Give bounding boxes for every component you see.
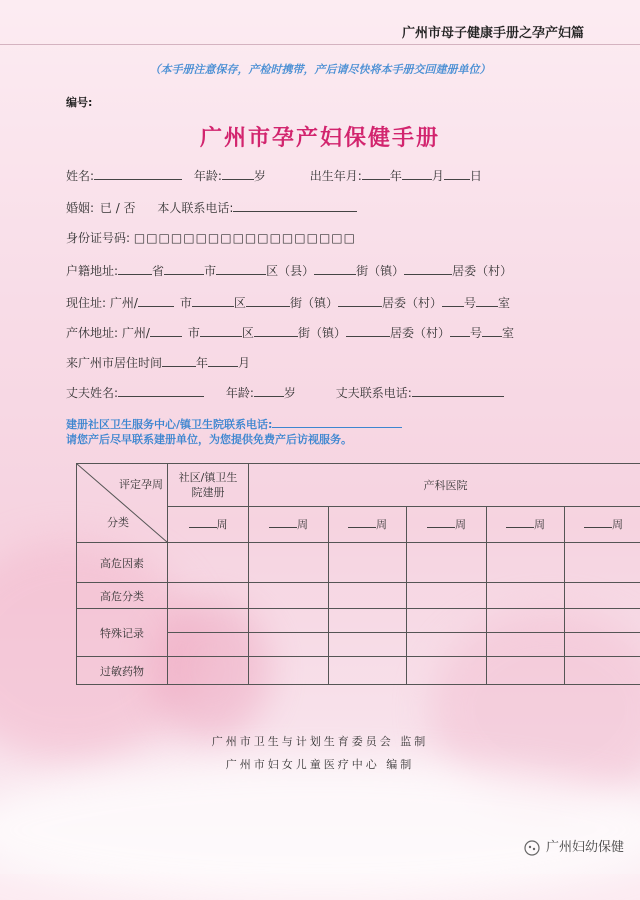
postpartum-street-field[interactable]: [254, 324, 298, 337]
table-cell[interactable]: [565, 583, 640, 609]
corner-label-category: 分类: [107, 514, 129, 530]
keep-notice: （本手册注意保存，产检时携带，产后请尽快将本手册交回建册单位）: [0, 61, 640, 77]
table-cell[interactable]: [168, 583, 249, 609]
table-cell[interactable]: [168, 657, 249, 685]
postpartum-number-field[interactable]: [450, 324, 470, 337]
street-unit: 街（镇）: [290, 296, 338, 310]
table-cell[interactable]: [168, 609, 249, 633]
row-marriage-phone: [66, 199, 357, 216]
week-cell[interactable]: 周: [168, 506, 249, 542]
table-cell[interactable]: [249, 543, 329, 583]
residence-months-field[interactable]: [208, 354, 238, 367]
district-unit: 区: [242, 326, 254, 340]
month-unit: 月: [238, 356, 250, 370]
age-label: 年龄:: [194, 169, 222, 183]
city-unit: 市: [188, 326, 200, 340]
table-cell[interactable]: [407, 583, 487, 609]
hukou-city-field[interactable]: [164, 262, 204, 275]
year-unit: 年: [390, 169, 402, 183]
residence-time-label: 来广州市居住时间: [66, 356, 162, 370]
row-current-address: [66, 294, 510, 311]
table-cell[interactable]: [487, 657, 565, 685]
name-field[interactable]: [94, 167, 182, 180]
row-postpartum-address: [66, 324, 514, 341]
hospital-header: 产科医院: [249, 464, 640, 507]
husband-age-label: 年龄:: [226, 386, 254, 400]
week-cell[interactable]: 周: [487, 506, 565, 542]
year-unit: 年: [196, 356, 208, 370]
age-unit: 岁: [284, 386, 296, 400]
birth-year-field[interactable]: [362, 167, 390, 180]
table-cell[interactable]: [168, 633, 249, 657]
hukou-district-field[interactable]: [216, 262, 266, 275]
postpartum-district-field[interactable]: [200, 324, 242, 337]
community-phone-line: [66, 416, 402, 432]
table-cell[interactable]: [565, 543, 640, 583]
table-cell[interactable]: [487, 609, 565, 633]
table-cell[interactable]: [565, 609, 640, 633]
brand-watermark: [524, 836, 624, 856]
table-row: [77, 609, 640, 633]
postpartum-city-field[interactable]: [150, 324, 182, 337]
birth-month-field[interactable]: [402, 167, 432, 180]
wechat-icon: [524, 840, 540, 856]
hukou-street-field[interactable]: [314, 262, 356, 275]
table-cell[interactable]: [249, 633, 329, 657]
number-unit: 号: [464, 296, 476, 310]
table-cell[interactable]: [407, 657, 487, 685]
table-cell[interactable]: [329, 543, 407, 583]
table-cell[interactable]: [487, 583, 565, 609]
city-unit: 市: [204, 264, 216, 278]
husband-name-field[interactable]: [118, 384, 204, 397]
editor-credit: 广州市妇女儿童医疗中心 编制: [0, 756, 640, 772]
id-label: 身份证号码:: [66, 231, 130, 245]
current-address-label: 现住址: 广州/: [66, 296, 138, 310]
birth-label: 出生年月:: [310, 169, 362, 183]
room-unit: 室: [502, 326, 514, 340]
community-phone-field[interactable]: [272, 416, 402, 428]
postpartum-room-field[interactable]: [482, 324, 502, 337]
marriage-options[interactable]: 已 / 否: [100, 201, 136, 215]
week-cell[interactable]: 周: [329, 506, 407, 542]
residence-years-field[interactable]: [162, 354, 196, 367]
phone-label: 本人联系电话:: [157, 201, 233, 215]
supervisor-credit: 广州市卫生与计划生育委员会 监制: [0, 733, 640, 749]
row-husband: [66, 384, 504, 401]
table-row: [77, 583, 640, 609]
week-cell[interactable]: 周: [407, 506, 487, 542]
age-unit: 岁: [254, 169, 266, 183]
city-unit: 市: [180, 296, 192, 310]
husband-age-field[interactable]: [254, 384, 284, 397]
hukou-province-field[interactable]: [118, 262, 152, 275]
table-corner-cell: [77, 464, 168, 543]
postpartum-visit-notice: 请您产后尽早联系建册单位，为您提供免费产后访视服务。: [66, 431, 352, 447]
number-unit: 号: [470, 326, 482, 340]
table-cell[interactable]: [487, 543, 565, 583]
header-title: 广州市母子健康手册之孕产妇篇: [402, 22, 584, 41]
name-label: 姓名:: [66, 169, 94, 183]
room-unit: 室: [498, 296, 510, 310]
committee-unit: 居委（村）: [390, 326, 450, 340]
postpartum-committee-field[interactable]: [346, 324, 390, 337]
table-cell[interactable]: [329, 657, 407, 685]
day-unit: 日: [470, 169, 482, 183]
husband-name-label: 丈夫姓名:: [66, 386, 118, 400]
header-divider: [0, 44, 640, 45]
row-label-allergy-drugs: 过敏药物: [77, 657, 168, 685]
table-cell[interactable]: [168, 543, 249, 583]
table-cell[interactable]: [487, 633, 565, 657]
brand-name: 广州妇幼保健: [546, 840, 624, 855]
week-cell[interactable]: 周: [565, 506, 640, 542]
current-committee-field[interactable]: [338, 294, 382, 307]
husband-phone-field[interactable]: [412, 384, 504, 397]
district-unit: 区（县）: [266, 264, 314, 278]
table-cell[interactable]: [565, 633, 640, 657]
husband-phone-label: 丈夫联系电话:: [336, 386, 412, 400]
street-unit: 街（镇）: [356, 264, 404, 278]
phone-field[interactable]: [233, 199, 357, 212]
cloud-decoration: [0, 760, 640, 900]
birth-day-field[interactable]: [444, 167, 470, 180]
table-row: [77, 543, 640, 583]
community-header: 社区/镇卫生院建册: [168, 464, 249, 507]
week-cell[interactable]: 周: [249, 506, 329, 542]
row-name-age-birth: [66, 167, 482, 184]
row-label-risk-class: 高危分类: [77, 583, 168, 609]
table-cell[interactable]: [565, 657, 640, 685]
province-unit: 省: [152, 264, 164, 278]
table-cell[interactable]: [329, 583, 407, 609]
marriage-label: 婚姻:: [66, 201, 94, 215]
hukou-committee-field[interactable]: [404, 262, 452, 275]
month-unit: 月: [432, 169, 444, 183]
row-label-risk-factors: 高危因素: [77, 543, 168, 583]
current-street-field[interactable]: [246, 294, 290, 307]
row-hukou-address: [66, 262, 512, 279]
committee-unit: 居委（村）: [452, 264, 512, 278]
table-cell[interactable]: [249, 583, 329, 609]
serial-number-label: 编号:: [66, 94, 92, 110]
current-district-field[interactable]: [192, 294, 234, 307]
current-city-field[interactable]: [138, 294, 174, 307]
current-room-field[interactable]: [476, 294, 498, 307]
row-id-number: [66, 229, 356, 246]
district-unit: 区: [234, 296, 246, 310]
table-cell[interactable]: [249, 609, 329, 633]
postpartum-address-label: 产休地址: 广州/: [66, 326, 150, 340]
row-residence-time: [66, 354, 250, 371]
id-number-boxes[interactable]: □□□□□□□□□□□□□□□□□□: [134, 231, 356, 245]
committee-unit: 居委（村）: [382, 296, 442, 310]
prenatal-record-table: [76, 463, 640, 685]
table-cell[interactable]: [407, 609, 487, 633]
corner-label-weeks: 评定孕周: [119, 476, 163, 492]
row-label-special-record: 特殊记录: [77, 609, 168, 657]
table-cell[interactable]: [249, 657, 329, 685]
street-unit: 街（镇）: [298, 326, 346, 340]
table-cell[interactable]: [407, 543, 487, 583]
hukou-label: 户籍地址:: [66, 264, 118, 278]
current-number-field[interactable]: [442, 294, 464, 307]
table-cell[interactable]: [407, 633, 487, 657]
table-cell[interactable]: [329, 633, 407, 657]
table-row: [77, 657, 640, 685]
page-title: 广州市孕产妇保健手册: [0, 121, 640, 152]
age-field[interactable]: [222, 167, 254, 180]
community-phone-label: 建册社区卫生服务中心/镇卫生院联系电话:: [66, 418, 272, 431]
table-cell[interactable]: [329, 609, 407, 633]
